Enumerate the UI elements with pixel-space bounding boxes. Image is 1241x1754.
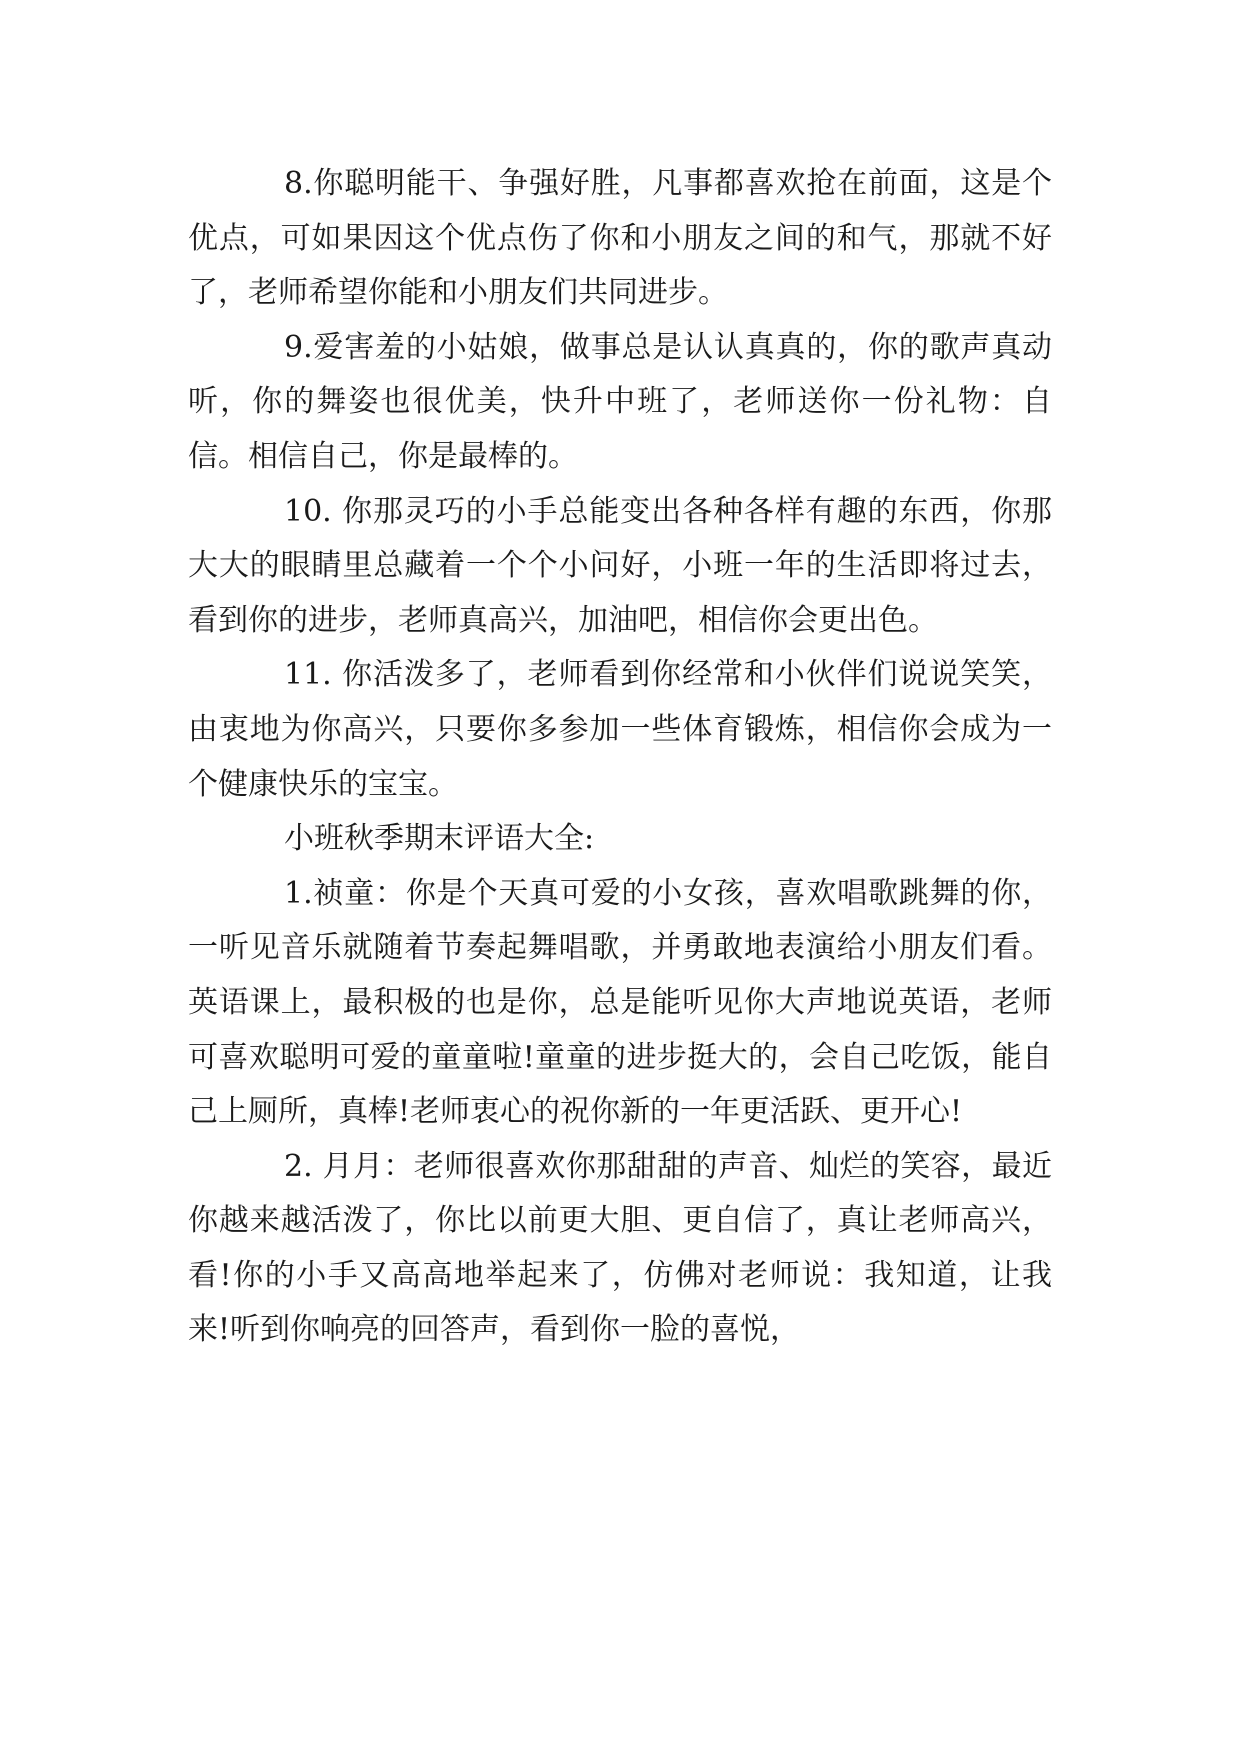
- paragraph-comment-1: 1.祯童：你是个天真可爱的小女孩，喜欢唱歌跳舞的你，一听见音乐就随着节奏起舞唱歌，并勇敢地表演给小朋友们看。英语课上，最积极的也是你，总是能听见你大声地说英语，老师可喜欢聪明可爱的童童啦!童童的进步挺大的，会自己吃饭，能自己上厕所，真棒!老师衷心的祝你新的一年更活跃、更开心!: [188, 875, 1052, 1130]
- paragraph-comment-9: 9.爱害羞的小姑娘，做事总是认认真真的，你的歌声真动听，你的舞姿也很优美，快升中班了，老师送你一份礼物：自信。相信自己，你是最棒的。: [188, 329, 1052, 474]
- section-heading: 小班秋季期末评语大全:: [284, 821, 595, 857]
- paragraph-comment-2: 2. 月月：老师很喜欢你那甜甜的声音、灿烂的笑容，最近你越来越活泼了，你比以前更大胆、更自信了，真让老师高兴，看!你的小手又高高地举起来了，仿佛对老师说：我知道，让我来!听到你响亮的回答声，看到你一脸的喜悦，: [188, 1148, 1052, 1348]
- paragraph-comment-8: 8.你聪明能干、争强好胜，凡事都喜欢抢在前面，这是个优点，可如果因这个优点伤了你和小朋友之间的和气，那就不好了，老师希望你能和小朋友们共同进步。: [188, 166, 1052, 311]
- paragraph-comment-10: 10. 你那灵巧的小手总能变出各种各样有趣的东西，你那大大的眼睛里总藏着一个个小问好，小班一年的生活即将过去，看到你的进步，老师真高兴，加油吧，相信你会更出色。: [188, 493, 1052, 638]
- paragraph-comment-11: 11. 你活泼多了，老师看到你经常和小伙伴们说说笑笑，由衷地为你高兴，只要你多参加一些体育锻炼，相信你会成为一个健康快乐的宝宝。: [188, 657, 1052, 802]
- document-body: [188, 157, 1052, 1358]
